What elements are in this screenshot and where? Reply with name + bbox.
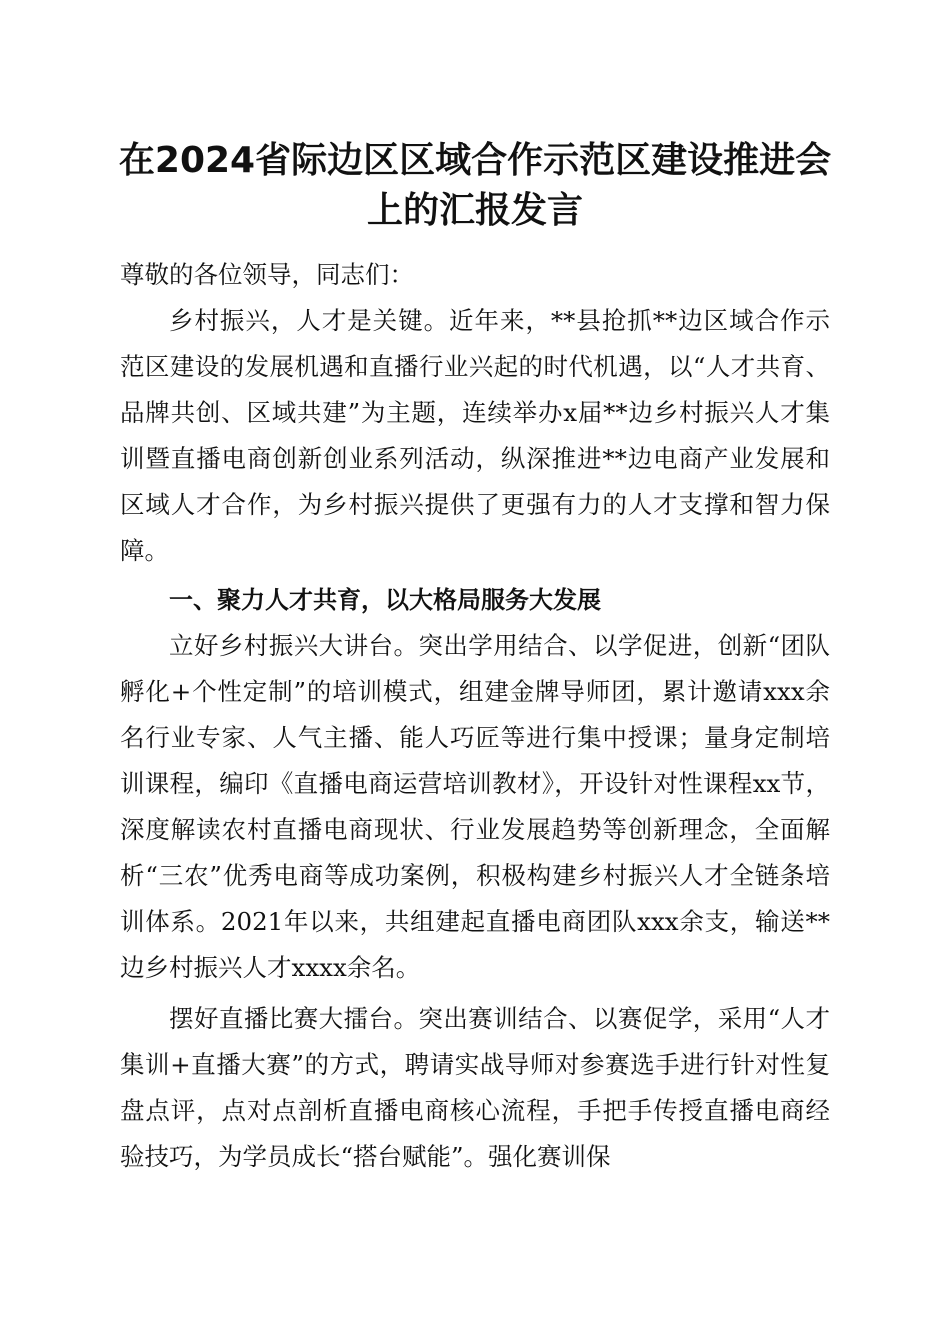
intro-paragraph: 乡村振兴，人才是关键。近年来，**县抢抓**边区域合作示范区建设的发展机遇和直播行业兴起的时代机遇，以“人才共育、品牌共创、区域共建”为主题，连续举办x届**边乡村振兴人才集训暨直播电商创新创业系列活动，纵深推进**边电商产业发展和区域人才合作，为乡村振兴提供了更强有力的人才支撑和智力保障。 bbox=[120, 306, 830, 565]
title-line-1: 在2024省际边区区域合作示范区建设推进会 bbox=[118, 140, 832, 181]
section-heading-1: 一、聚力人才共育，以大格局服务大发展 bbox=[169, 586, 601, 614]
title-line-2: 上的汇报发言 bbox=[366, 190, 583, 231]
document-body bbox=[120, 252, 830, 1180]
salutation: 尊敬的各位领导，同志们： bbox=[120, 260, 414, 289]
section1-paragraph-2: 摆好直播比赛大擂台。突出赛训结合、以赛促学，采用“人才集训+直播大赛”的方式，聘请实战导师对参赛选手进行针对性复盘点评，点对点剖析直播电商核心流程，手把手传授直播电商经验技巧，为学员成长“搭台赋能”。强化赛训保 bbox=[120, 1004, 830, 1171]
section1-paragraph-1: 立好乡村振兴大讲台。突出学用结合、以学促进，创新“团队孵化+个性定制”的培训模式，组建金牌导师团，累计邀请xxx余名行业专家、人气主播、能人巧匠等进行集中授课；量身定制培训课程，编印《直播电商运营培训教材》，开设针对性课程xx节，深度解读农村直播电商现状、行业发展趋势等创新理念，全面解析“三农”优秀电商等成功案例，积极构建乡村振兴人才全链条培训体系。2021年以来，共组建起直播电商团队xxx余支，输送**边乡村振兴人才xxxx余名。 bbox=[120, 631, 830, 982]
document-title bbox=[110, 136, 840, 236]
